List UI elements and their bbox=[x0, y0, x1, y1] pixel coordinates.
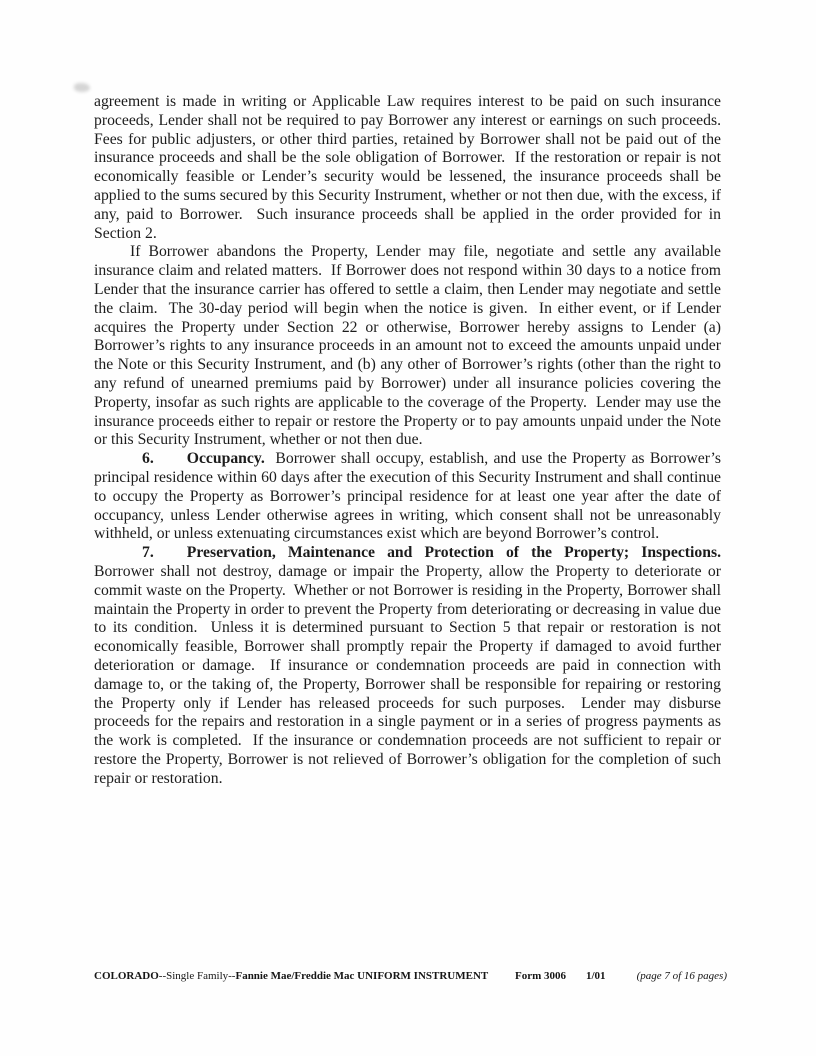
footer-form-number: Form 3006 bbox=[515, 970, 567, 982]
footer-instrument: Fannie Mae/Freddie Mac UNIFORM INSTRUMENT bbox=[235, 970, 489, 982]
footer-state: COLORADO bbox=[94, 970, 159, 982]
section-number: 6. bbox=[142, 450, 154, 468]
paragraph-text: If Borrower abandons the Property, Lender may file, negotiate and settle any available insurance claim and related matters. If Borrower does not respond within 30 days to a notice from Lender that the insurance carrier has offered to settle a claim, then Lender may negotiate and settle the claim. The 30-day period will begin when the notice is given. In either event, or if Lender acquires the Property under Section 22 or otherwise, Borrower hereby assigns to Lender (a) Borrower’s rights to any insurance proceeds in an amount not to exceed the amounts unpaid under the Note or this Security Instrument, and (b) any other of Borrower’s rights (other than the right to any refund of unearned premiums paid by Borrower) under all insurance policies covering the Property, insofar as such rights are applicable to the coverage of the Property. Lender may use the insurance proceeds either to repair or restore the Property or to pay amounts unpaid under the Note or this Security Instrument, whether or not then due. bbox=[94, 243, 725, 449]
scan-smudge-artifact bbox=[74, 83, 90, 92]
paragraph-text: agreement is made in writing or Applicable Law requires interest to be paid on such insurance proceeds, Lender shall not be required to pay Borrower any interest or earnings on such proceeds. Fees for public adjusters, or other third parties, retained by Borrower shall not be paid out of the insurance proceeds and shall be the sole obligation of Borrower. If the restoration or repair is not economically feasible or Lender’s security would be lessened, the insurance proceeds shall be applied to the sums secured by this Security Instrument, whether or not then due, with the excess, if any, paid to Borrower. Such insurance proceeds shall be applied in the order provided for in Section 2. bbox=[94, 93, 729, 242]
section-title: Preservation, Maintenance and Protection of the Property; Inspections. bbox=[186, 544, 721, 562]
section-7-preservation bbox=[94, 544, 729, 788]
section-6-occupancy bbox=[94, 450, 725, 544]
footer-revision-date: 1/01 bbox=[586, 970, 606, 982]
paragraph-abandonment bbox=[94, 243, 725, 450]
document-body bbox=[94, 93, 729, 788]
section-number: 7. bbox=[142, 544, 154, 562]
footer-instrument-label bbox=[94, 969, 488, 983]
footer-page-indicator: (page 7 of 16 pages) bbox=[636, 970, 727, 982]
paragraph-text: Borrower shall occupy, establish, and use the Property as Borrower’s principal residence within 60 days after the execution of this Security Instrument and shall continue to occupy the Property as Borrower’s principal residence for at least one year after the date of occupancy, unless Lender otherwise agrees in writing, which consent shall not be unreasonably withheld, or unless extenuating circumstances exist which are beyond Borrower’s control. bbox=[94, 450, 725, 543]
footer-family: --Single Family-- bbox=[158, 970, 236, 982]
paragraph-insurance-proceeds bbox=[94, 93, 729, 243]
section-title: Occupancy. bbox=[186, 450, 265, 468]
paragraph-text: Borrower shall not destroy, damage or impair the Property, allow the Property to deteriorate or commit waste on the Property. Whether or not Borrower is residing in the Property, Borrower shall maintain the Property in order to prevent the Property from deteriorating or decreasing in value due to its condition. Unless it is determined pursuant to Section 5 that repair or restoration is not economically feasible, Borrower shall promptly repair the Property if damaged to avoid further deterioration or damage. If insurance or condemnation proceeds are paid in connection with damage to, or the taking of, the Property, Borrower shall be responsible for repairing or restoring the Property only if Lender has released proceeds for such purposes. Lender may disburse proceeds for the repairs and restoration in a single payment or in a series of progress payments as the work is completed. If the insurance or condemnation proceeds are not sufficient to repair or restore the Property, Borrower is not relieved of Borrower’s obligation for the completion of such repair or restoration. bbox=[94, 544, 729, 787]
